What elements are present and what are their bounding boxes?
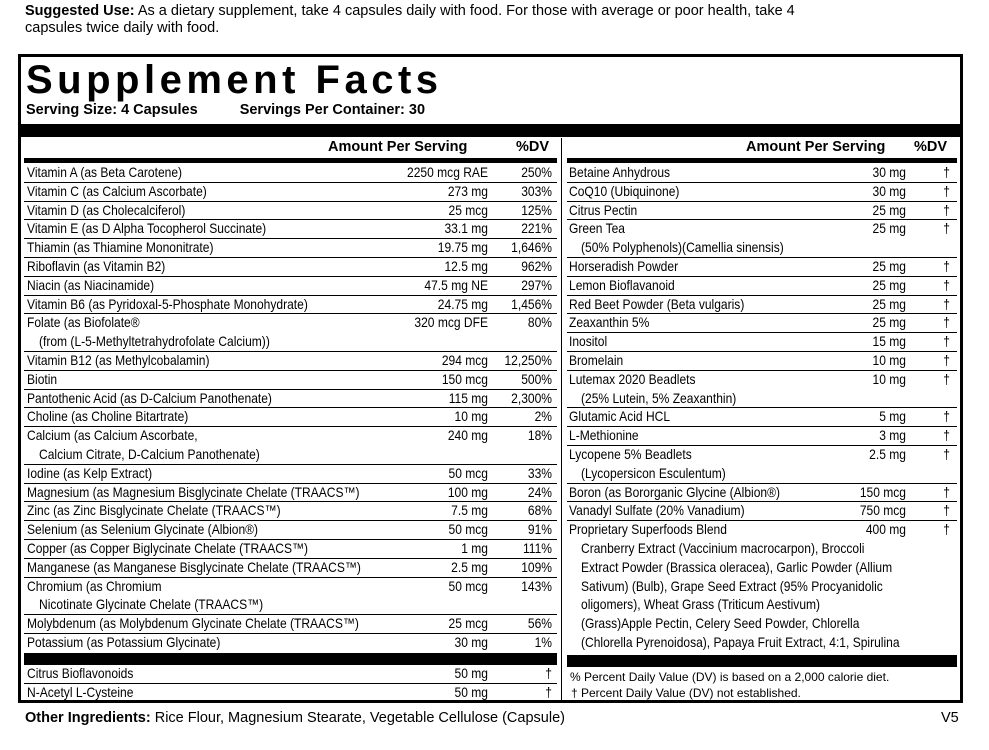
- nutrient-amount: 150 mcg: [859, 483, 906, 500]
- nutrient-amount: 10 mg: [454, 408, 488, 425]
- nutrient-name: Green Tea: [569, 220, 626, 237]
- panel-title: Supplement Facts: [26, 58, 443, 102]
- nutrient-name: Biotin: [27, 370, 58, 387]
- nutrient-amount: 15 mg: [872, 333, 906, 350]
- nutrient-amount: 19.75 mg: [437, 239, 488, 256]
- nutrient-name: Riboflavin (as Vitamin B2): [27, 258, 166, 274]
- nutrient-dv: †: [545, 665, 552, 681]
- other-ingredients-text: Rice Flour, Magnesium Stearate, Vegetable Cellulose (Capsule): [154, 710, 565, 726]
- nutrient-dv: 125%: [521, 201, 552, 218]
- nutrient-dv: 2%: [534, 408, 552, 425]
- nutrient-name: Vanadyl Sulfate (20% Vanadium): [569, 502, 745, 519]
- servings-per-container: Servings Per Container: 30: [239, 102, 426, 118]
- nutrient-name: Glutamic Acid HCL: [569, 408, 671, 425]
- nutrient-amount: 50 mg: [454, 683, 488, 700]
- nutrient-dv: 111%: [522, 540, 552, 556]
- nutrient-amount: 25 mg: [872, 220, 906, 237]
- nutrient-dv: †: [943, 408, 950, 425]
- nutrient-dv: 962%: [521, 258, 552, 274]
- right-header-amount: Amount Per Serving: [746, 139, 886, 155]
- nutrient-amount: 3 mg: [879, 427, 906, 444]
- nutrient-name: Pantothenic Acid (as D-Calcium Panothenate): [27, 389, 272, 406]
- nutrient-name: Inositol: [569, 333, 608, 350]
- nutrient-dv: †: [545, 683, 552, 700]
- nutrient-amount: 50 mcg: [448, 464, 488, 481]
- nutrient-amount: 50 mg: [454, 665, 488, 681]
- nutrient-amount: 50 mcg: [448, 521, 488, 538]
- nutrient-dv: 1,646%: [511, 239, 552, 256]
- other-ingredients-label: Other Ingredients:: [25, 710, 151, 726]
- nutrient-name: Vitamin C (as Calcium Ascorbate): [27, 182, 207, 199]
- nutrient-amount: 50 mcg: [448, 577, 488, 594]
- column-divider: [561, 138, 562, 700]
- version-code: V5: [941, 710, 959, 726]
- nutrient-name: Thiamin (as Thiamine Mononitrate): [27, 239, 214, 256]
- nutrient-amount: 47.5 mg NE: [424, 276, 488, 293]
- nutrient-amount: 400 mg: [865, 521, 906, 538]
- nutrient-name: CoQ10 (Ubiquinone): [569, 182, 680, 199]
- nutrient-amount: 30 mg: [454, 634, 488, 650]
- left-header-amount: Amount Per Serving: [328, 139, 468, 155]
- nutrient-dv: 80%: [527, 314, 552, 331]
- nutrient-amount: 2250 mcg RAE: [407, 164, 488, 180]
- left-header-rule: [24, 158, 557, 163]
- nutrient-dv: †: [943, 333, 950, 350]
- nutrient-name: Horseradish Powder: [569, 258, 679, 274]
- nutrient-amount: 10 mg: [872, 352, 906, 368]
- nutrient-detail: (Lycopersicon Esculentum): [581, 464, 726, 481]
- suggested-use-text: As a dietary supplement, take 4 capsules daily with food. For those with average or poor health, take 4 capsules twice daily with food.: [25, 3, 795, 36]
- nutrient-name: Zeaxanthin 5%: [569, 314, 650, 331]
- nutrient-name: Zinc (as Zinc Bisglycinate Chelate (TRAACS™): [27, 502, 281, 519]
- nutrient-detail: Sativum) (Bulb), Grape Seed Extract (95% Procyanidolic: [581, 577, 883, 594]
- nutrient-name: Choline (as Choline Bitartrate): [27, 408, 189, 425]
- nutrient-name: Chromium (as Chromium: [27, 577, 162, 594]
- nutrient-dv: 1%: [534, 634, 552, 650]
- nutrient-dv: †: [943, 446, 950, 462]
- nutrient-dv: 1,456%: [511, 295, 552, 312]
- suggested-use-label: Suggested Use:: [25, 3, 135, 19]
- nutrient-dv: †: [943, 220, 950, 237]
- nutrient-dv: †: [943, 502, 950, 519]
- nutrient-amount: 320 mcg DFE: [414, 314, 488, 331]
- nutrient-name: Vitamin B6 (as Pyridoxal-5-Phosphate Monohydrate): [27, 295, 308, 312]
- nutrient-amount: 25 mg: [872, 201, 906, 218]
- nutrient-name: Manganese (as Manganese Bisglycinate Chelate (TRAACS™): [27, 558, 361, 575]
- nutrient-name: Lycopene 5% Beadlets: [569, 446, 692, 462]
- nutrient-detail: (Grass)Apple Pectin, Celery Seed Powder, Chlorella: [581, 615, 860, 632]
- nutrient-dv: 18%: [527, 427, 552, 444]
- nutrient-amount: 24.75 mg: [437, 295, 488, 312]
- nutrient-dv: 109%: [521, 558, 552, 575]
- nutrient-dv: 303%: [521, 182, 552, 199]
- nutrient-name: Copper (as Copper Biglycinate Chelate (TRAACS™): [27, 540, 309, 556]
- nutrient-name: Bromelain: [569, 352, 624, 368]
- nutrient-name: Red Beet Powder (Beta vulgaris): [569, 295, 745, 312]
- thick-rule-top: [21, 124, 960, 137]
- suggested-use: [25, 3, 855, 37]
- nutrient-detail: oligomers), Wheat Grass (Triticum Aestivum): [581, 596, 821, 613]
- nutrient-amount: 25 mg: [872, 258, 906, 274]
- nutrient-dv: 500%: [521, 370, 552, 387]
- nutrient-amount: 1 mg: [461, 540, 488, 556]
- nutrient-detail: (Chlorella Pyrenoidosa), Papaya Fruit Extract, 4:1, Spirulina: [581, 634, 900, 650]
- nutrient-detail: (from (L-5-Methyltetrahydrofolate Calcium)): [39, 333, 270, 350]
- nutrient-amount: 294 mcg: [441, 352, 488, 368]
- nutrient-dv: 221%: [521, 220, 552, 237]
- nutrient-amount: 25 mg: [872, 314, 906, 331]
- nutrient-name: Molybdenum (as Molybdenum Glycinate Chelate (TRAACS™): [27, 615, 359, 632]
- nutrient-amount: 750 mcg: [859, 502, 906, 519]
- nutrient-amount: 150 mcg: [441, 370, 488, 387]
- nutrient-name: Vitamin A (as Beta Carotene): [27, 164, 183, 180]
- nutrient-name: Boron (as Bororganic Glycine (Albion®): [569, 483, 780, 500]
- nutrient-dv: †: [943, 201, 950, 218]
- nutrient-detail: (25% Lutein, 5% Zeaxanthin): [581, 389, 737, 406]
- nutrient-dv: 91%: [527, 521, 552, 538]
- nutrient-name: Citrus Pectin: [569, 201, 638, 218]
- nutrient-dv: †: [943, 370, 950, 387]
- right-thick-rule-bottom: [567, 655, 957, 667]
- other-ingredients: [25, 710, 565, 726]
- nutrient-amount: 33.1 mg: [444, 220, 488, 237]
- nutrient-amount: 2.5 mg: [869, 446, 906, 462]
- nutrient-dv: 12,250%: [504, 352, 552, 368]
- nutrient-name: Vitamin E (as D Alpha Tocopherol Succinate): [27, 220, 267, 237]
- nutrient-amount: 25 mg: [872, 276, 906, 293]
- nutrient-name: Betaine Anhydrous: [569, 164, 671, 180]
- nutrient-amount: 25 mg: [872, 295, 906, 312]
- nutrient-amount: 25 mcg: [448, 615, 488, 632]
- nutrient-amount: 2.5 mg: [451, 558, 488, 575]
- nutrient-dv: †: [943, 164, 950, 180]
- nutrient-detail: Nicotinate Glycinate Chelate (TRAACS™): [39, 596, 264, 613]
- nutrient-name: N-Acetyl L-Cysteine: [27, 683, 134, 700]
- nutrient-amount: 100 mg: [447, 483, 488, 500]
- nutrient-name: Citrus Bioflavonoids: [27, 665, 134, 681]
- nutrient-name: Vitamin B12 (as Methylcobalamin): [27, 352, 210, 368]
- nutrient-dv: †: [943, 258, 950, 274]
- nutrient-detail: Extract Powder (Brassica oleracea), Garlic Powder (Allium: [581, 558, 893, 575]
- nutrient-dv: 56%: [527, 615, 552, 632]
- nutrient-amount: 273 mg: [447, 182, 488, 199]
- nutrient-amount: 5 mg: [879, 408, 906, 425]
- nutrient-dv: 250%: [521, 164, 552, 180]
- serving-size: Serving Size: 4 Capsules: [26, 102, 198, 118]
- nutrient-name: Selenium (as Selenium Glycinate (Albion®): [27, 521, 259, 538]
- nutrient-dv: 297%: [521, 276, 552, 293]
- left-header-dv: %DV: [516, 139, 550, 155]
- nutrient-name: L-Methionine: [569, 427, 639, 444]
- nutrient-dv: 24%: [527, 483, 552, 500]
- left-thick-rule-bottom: [24, 653, 557, 665]
- nutrient-name: Potassium (as Potassium Glycinate): [27, 634, 221, 650]
- nutrient-detail: Calcium Citrate, D-Calcium Panothenate): [39, 446, 260, 462]
- nutrient-name: Lemon Bioflavanoid: [569, 276, 675, 293]
- nutrient-dv: †: [943, 352, 950, 368]
- nutrient-name: Vitamin D (as Cholecalciferol): [27, 201, 186, 218]
- nutrient-dv: 33%: [527, 464, 552, 481]
- right-header-dv: %DV: [914, 139, 948, 155]
- serving-info: [26, 102, 463, 118]
- nutrient-amount: 12.5 mg: [444, 258, 488, 274]
- nutrient-name: Magnesium (as Magnesium Bisglycinate Chelate (TRAACS™): [27, 483, 360, 500]
- nutrient-name: Lutemax 2020 Beadlets: [569, 370, 696, 387]
- nutrient-amount: 115 mg: [448, 389, 488, 406]
- nutrient-dv: †: [943, 483, 950, 500]
- nutrient-detail: (50% Polyphenols)(Camellia sinensis): [581, 239, 784, 256]
- nutrient-amount: 30 mg: [872, 182, 906, 199]
- nutrient-amount: 10 mg: [872, 370, 906, 387]
- nutrient-dv: †: [943, 314, 950, 331]
- nutrient-amount: 30 mg: [872, 164, 906, 180]
- nutrient-amount: 7.5 mg: [451, 502, 488, 519]
- nutrient-dv: †: [943, 295, 950, 312]
- nutrient-dv: †: [943, 521, 950, 538]
- nutrient-name: Calcium (as Calcium Ascorbate,: [27, 427, 198, 444]
- nutrient-name: Iodine (as Kelp Extract): [27, 464, 153, 481]
- footnote-percent: % Percent Daily Value (DV) is based on a 2,000 calorie diet.: [570, 670, 890, 684]
- nutrient-dv: †: [943, 427, 950, 444]
- nutrient-dv: 143%: [521, 577, 552, 594]
- nutrient-name: Folate (as Biofolate®: [27, 314, 140, 331]
- nutrient-dv: †: [943, 182, 950, 199]
- nutrient-amount: 240 mg: [447, 427, 488, 444]
- right-header-rule: [567, 158, 957, 163]
- nutrient-amount: 25 mcg: [448, 201, 488, 218]
- nutrient-name: Niacin (as Niacinamide): [27, 276, 155, 293]
- nutrient-dv: 68%: [527, 502, 552, 519]
- nutrient-detail: Cranberry Extract (Vaccinium macrocarpon), Broccoli: [581, 540, 865, 556]
- footnote-dagger: † Percent Daily Value (DV) not established.: [571, 686, 801, 700]
- nutrient-dv: 2,300%: [511, 389, 552, 406]
- nutrient-name: Proprietary Superfoods Blend: [569, 521, 727, 538]
- nutrient-dv: †: [943, 276, 950, 293]
